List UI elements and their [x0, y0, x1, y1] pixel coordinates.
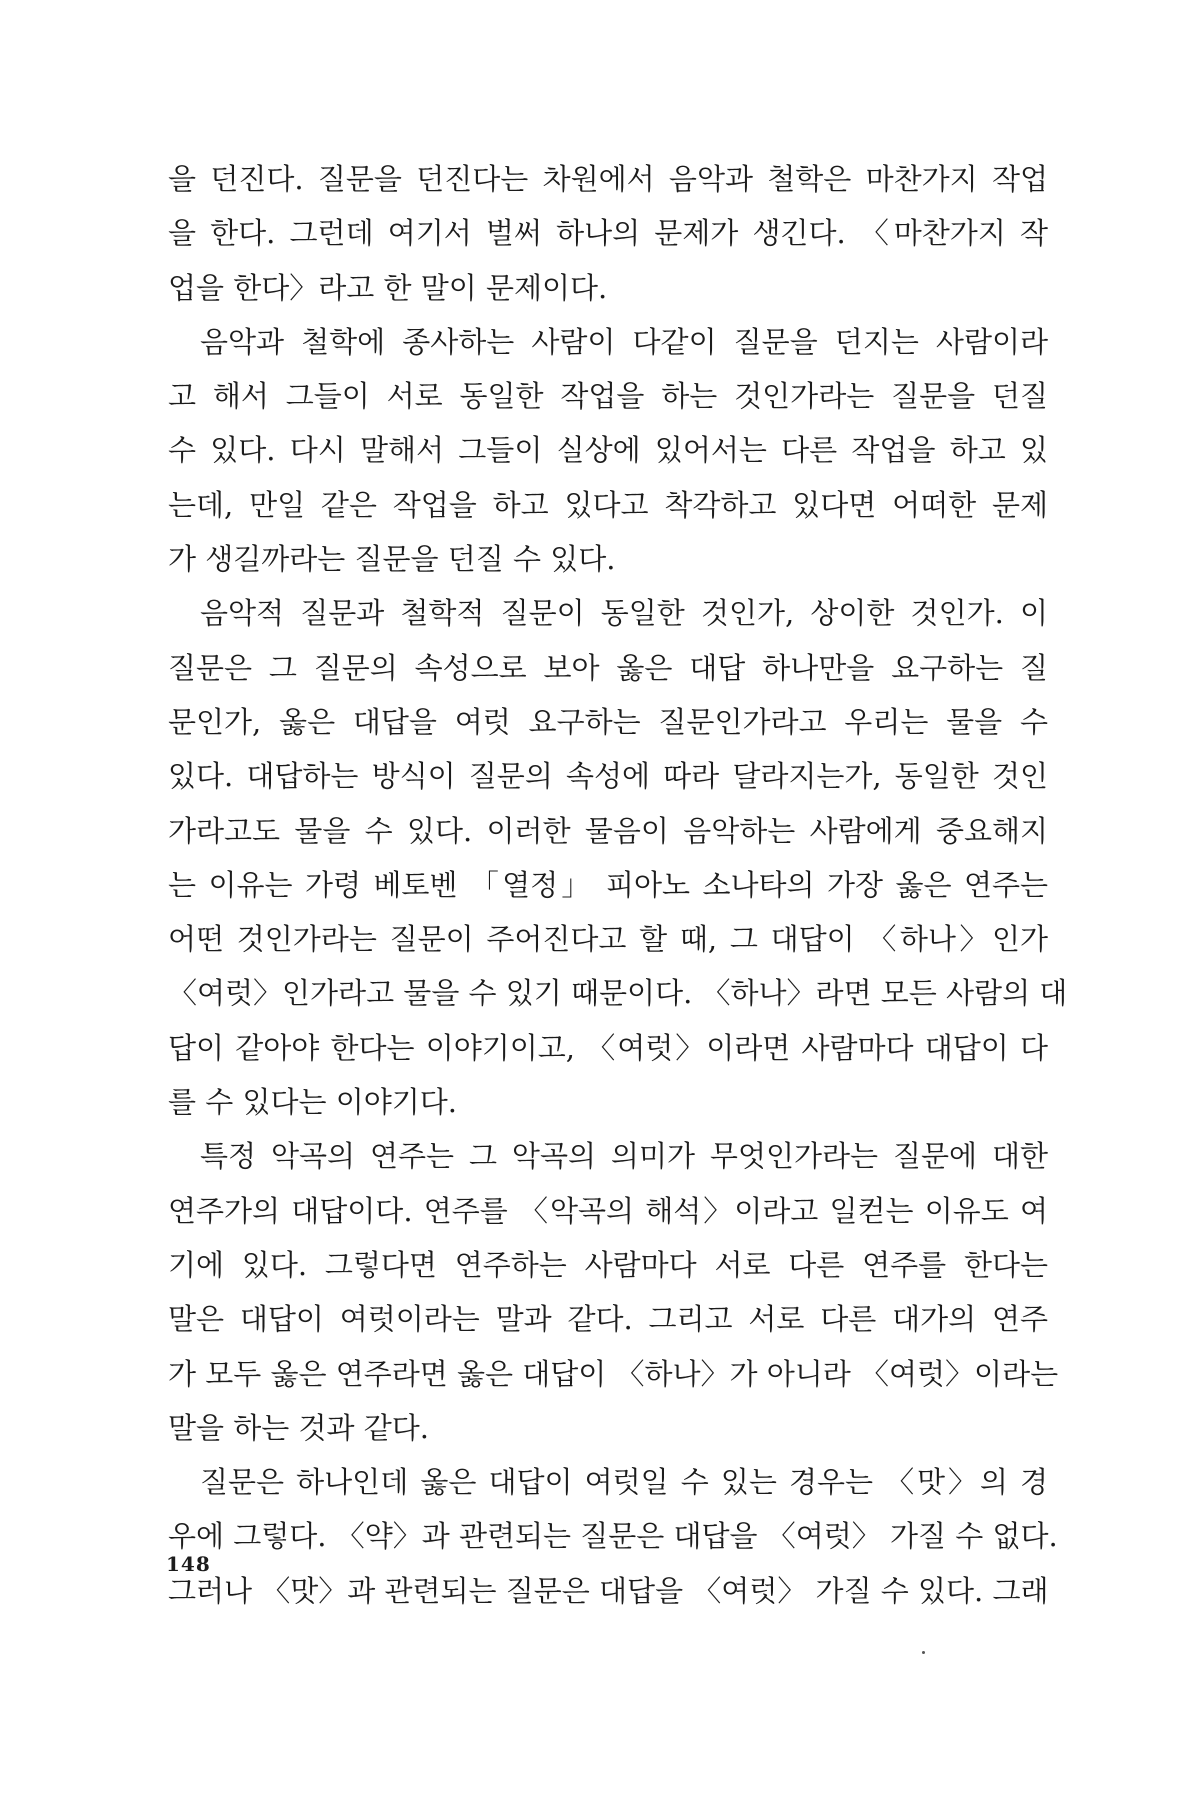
text-line: 는데, 만일 같은 작업을 하고 있다고 착각하고 있다면 어떠한 문제	[168, 487, 1048, 522]
paragraph-2	[168, 315, 1048, 586]
text-line: 기에 있다. 그렇다면 연주하는 사람마다 서로 다른 연주를 한다는	[168, 1247, 1048, 1282]
paragraph-1	[168, 152, 1048, 315]
text-line: 가라고도 물을 수 있다. 이러한 물음이 음악하는 사람에게 중요해지	[168, 813, 1048, 848]
paragraph-4	[168, 1129, 1059, 1455]
page-number: 148	[166, 1552, 211, 1576]
text-line: 연주가의 대답이다. 연주를 〈악곡의 해석〉이라고 일컫는 이유도 여	[168, 1193, 1048, 1228]
text-line: 〈여럿〉인가라고 물을 수 있기 때문이다. 〈하나〉라면 모든 사람의 대	[168, 976, 1068, 1011]
paragraph-5	[168, 1455, 1058, 1618]
text-line: 고 해서 그들이 서로 동일한 작업을 하는 것인가라는 질문을 던질	[168, 379, 1048, 414]
text-line: 어떤 것인가라는 질문이 주어진다고 할 때, 그 대답이 〈하나〉인가	[168, 922, 1048, 957]
text-line: 특정 악곡의 연주는 그 악곡의 의미가 무엇인가라는 질문에 대한	[200, 1139, 1048, 1174]
text-line: 를 수 있다는 이야기다.	[168, 1085, 457, 1120]
text-line: 있다. 대답하는 방식이 질문의 속성에 따라 달라지는가, 동일한 것인	[168, 759, 1048, 794]
text-line: 는 이유는 가령 베토벤 「열정」 피아노 소나타의 가장 옳은 연주는	[168, 867, 1048, 902]
text-line: 말은 대답이 여럿이라는 말과 같다. 그리고 서로 다른 대가의 연주	[168, 1302, 1048, 1337]
text-line: 우에 그렇다. 〈약〉과 관련되는 질문은 대답을 〈여럿〉 가질 수 없다.	[168, 1519, 1058, 1554]
text-line: 질문은 하나인데 옳은 대답이 여럿일 수 있는 경우는 〈맛〉의 경	[200, 1465, 1048, 1500]
text-line: 그러나 〈맛〉과 관련되는 질문은 대답을 〈여럿〉 가질 수 있다. 그래	[168, 1573, 1049, 1608]
paragraph-3	[168, 586, 1068, 1129]
text-line: 가 생길까라는 질문을 던질 수 있다.	[168, 542, 616, 577]
text-line: 을 한다. 그런데 여기서 벌써 하나의 문제가 생긴다. 〈마찬가지 작	[168, 216, 1048, 251]
text-line: 질문은 그 질문의 속성으로 보아 옳은 대답 하나만을 요구하는 질	[168, 650, 1048, 685]
text-line: 업을 한다〉라고 한 말이 문제이다.	[168, 270, 608, 305]
scan-speck	[922, 1651, 925, 1654]
text-line: 답이 같아야 한다는 이야기이고, 〈여럿〉이라면 사람마다 대답이 다	[168, 1030, 1048, 1065]
text-line: 을 던진다. 질문을 던진다는 차원에서 음악과 철학은 마찬가지 작업	[168, 162, 1048, 196]
text-line: 음악과 철학에 종사하는 사람이 다같이 질문을 던지는 사람이라	[200, 324, 1048, 359]
text-line: 가 모두 옳은 연주라면 옳은 대답이 〈하나〉가 아니라 〈여럿〉이라는	[168, 1356, 1059, 1391]
text-line: 음악적 질문과 철학적 질문이 동일한 것인가, 상이한 것인가. 이	[200, 596, 1048, 631]
text-line: 문인가, 옳은 대답을 여럿 요구하는 질문인가라고 우리는 물을 수	[168, 704, 1048, 739]
text-line: 수 있다. 다시 말해서 그들이 실상에 있어서는 다른 작업을 하고 있	[168, 433, 1048, 468]
text-line: 말을 하는 것과 같다.	[168, 1410, 429, 1445]
body-text	[168, 152, 1068, 1618]
